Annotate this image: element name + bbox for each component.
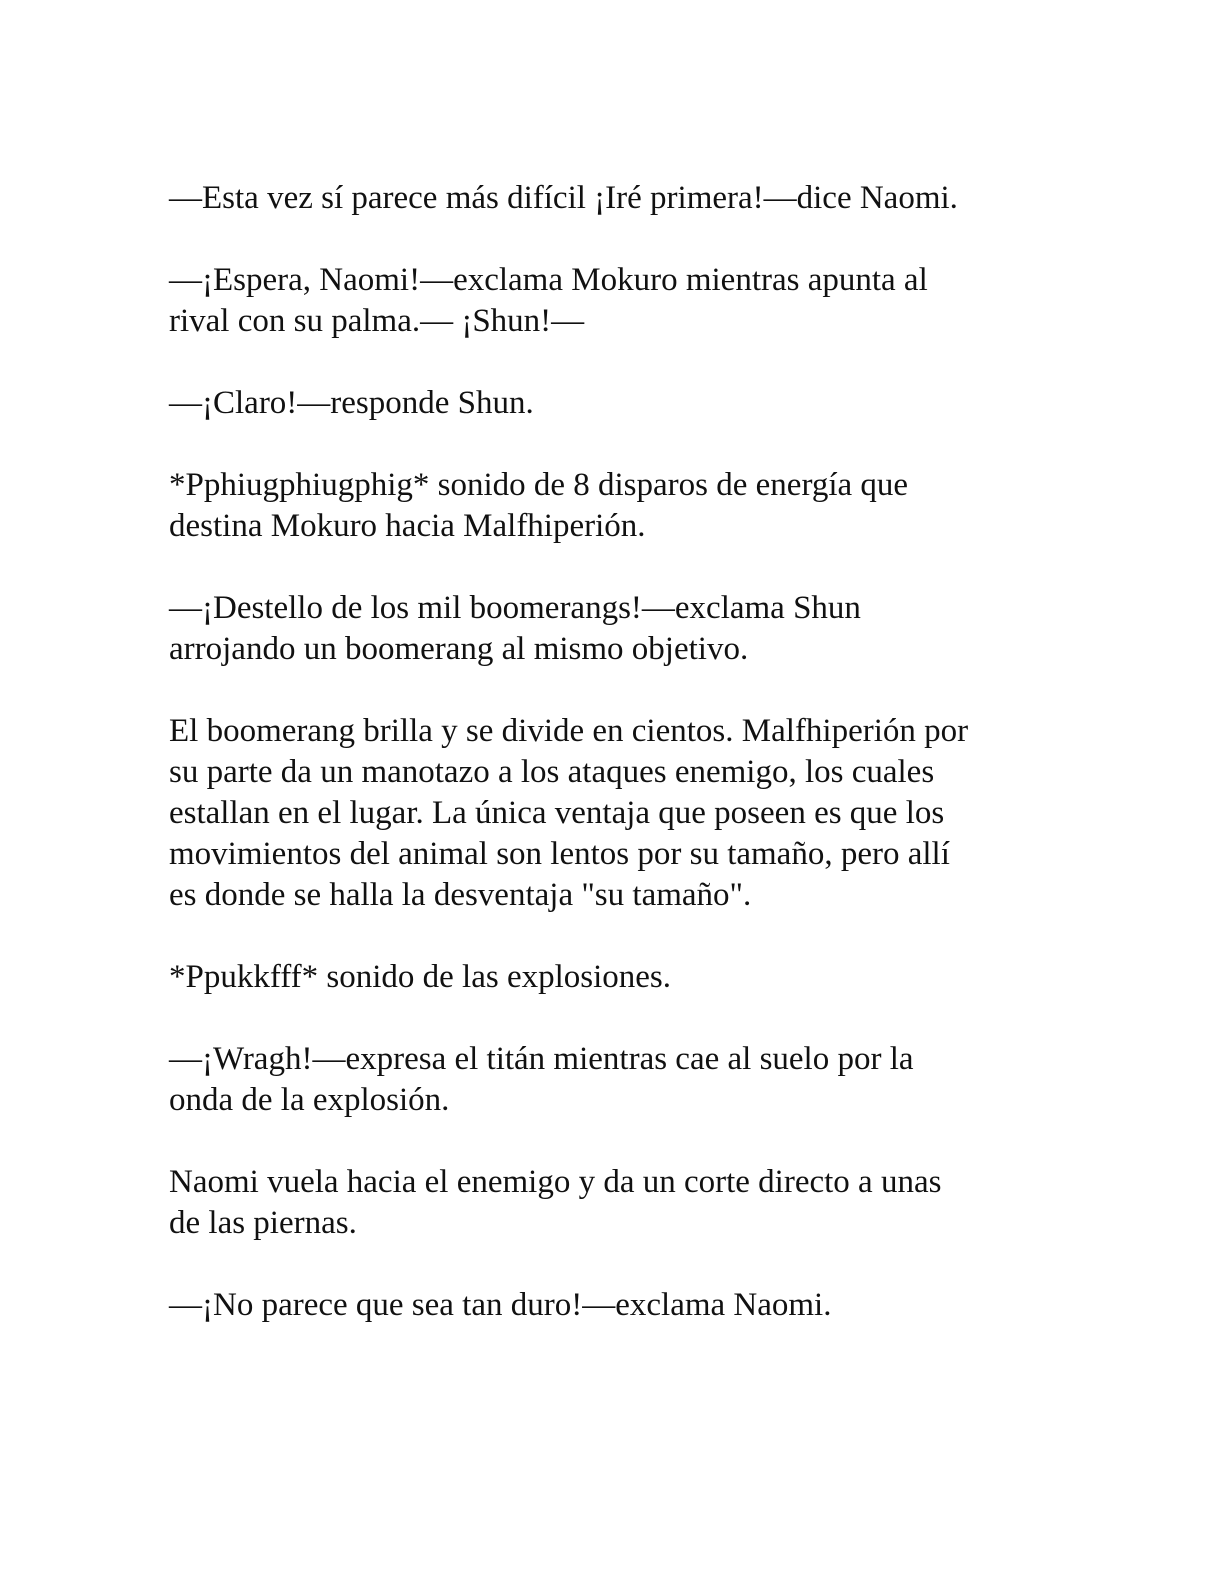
- text-line: movimientos del animal son lentos por su tamaño, pero allí: [169, 836, 950, 872]
- text-line: su parte da un manotazo a los ataques enemigo, los cuales: [169, 754, 935, 790]
- paragraph: [169, 260, 1049, 342]
- text-line: Naomi vuela hacia el enemigo y da un corte directo a unas: [169, 1164, 942, 1200]
- text-line: El boomerang brilla y se divide en cientos. Malfhiperión por: [169, 713, 969, 749]
- paragraph: [169, 1039, 1049, 1121]
- text-line: de las piernas.: [169, 1205, 357, 1241]
- text-line: —¡Espera, Naomi!—exclama Mokuro mientras apunta al: [169, 262, 928, 298]
- text-line: estallan en el lugar. La única ventaja que poseen es que los: [169, 795, 945, 831]
- text-line: —¡Destello de los mil boomerangs!—exclama Shun: [169, 590, 861, 626]
- text-line: —¡Wragh!—expresa el titán mientras cae al suelo por la: [169, 1041, 914, 1077]
- paragraph: [169, 711, 1049, 916]
- text-line: —¡No parece que sea tan duro!—exclama Naomi.: [169, 1287, 832, 1323]
- text-line: *Pphiugphiugphig* sonido de 8 disparos de energía que: [169, 467, 909, 503]
- paragraph: [169, 588, 1049, 670]
- paragraph: [169, 383, 1049, 424]
- text-line: es donde se halla la desventaja "su tamaño".: [169, 877, 752, 913]
- text-line: —Esta vez sí parece más difícil ¡Iré primera!—dice Naomi.: [169, 180, 958, 216]
- text-line: arrojando un boomerang al mismo objetivo.: [169, 631, 749, 667]
- text-line: *Ppukkfff* sonido de las explosiones.: [169, 959, 672, 995]
- text-line: onda de la explosión.: [169, 1082, 450, 1118]
- story-text: [169, 178, 1049, 1367]
- paragraph: [169, 1285, 1049, 1326]
- text-line: rival con su palma.— ¡Shun!—: [169, 303, 585, 339]
- text-line: destina Mokuro hacia Malfhiperión.: [169, 508, 646, 544]
- paragraph: [169, 465, 1049, 547]
- paragraph: [169, 957, 1049, 998]
- paragraph: [169, 1162, 1049, 1244]
- text-line: —¡Claro!—responde Shun.: [169, 385, 534, 421]
- paragraph: [169, 178, 1049, 219]
